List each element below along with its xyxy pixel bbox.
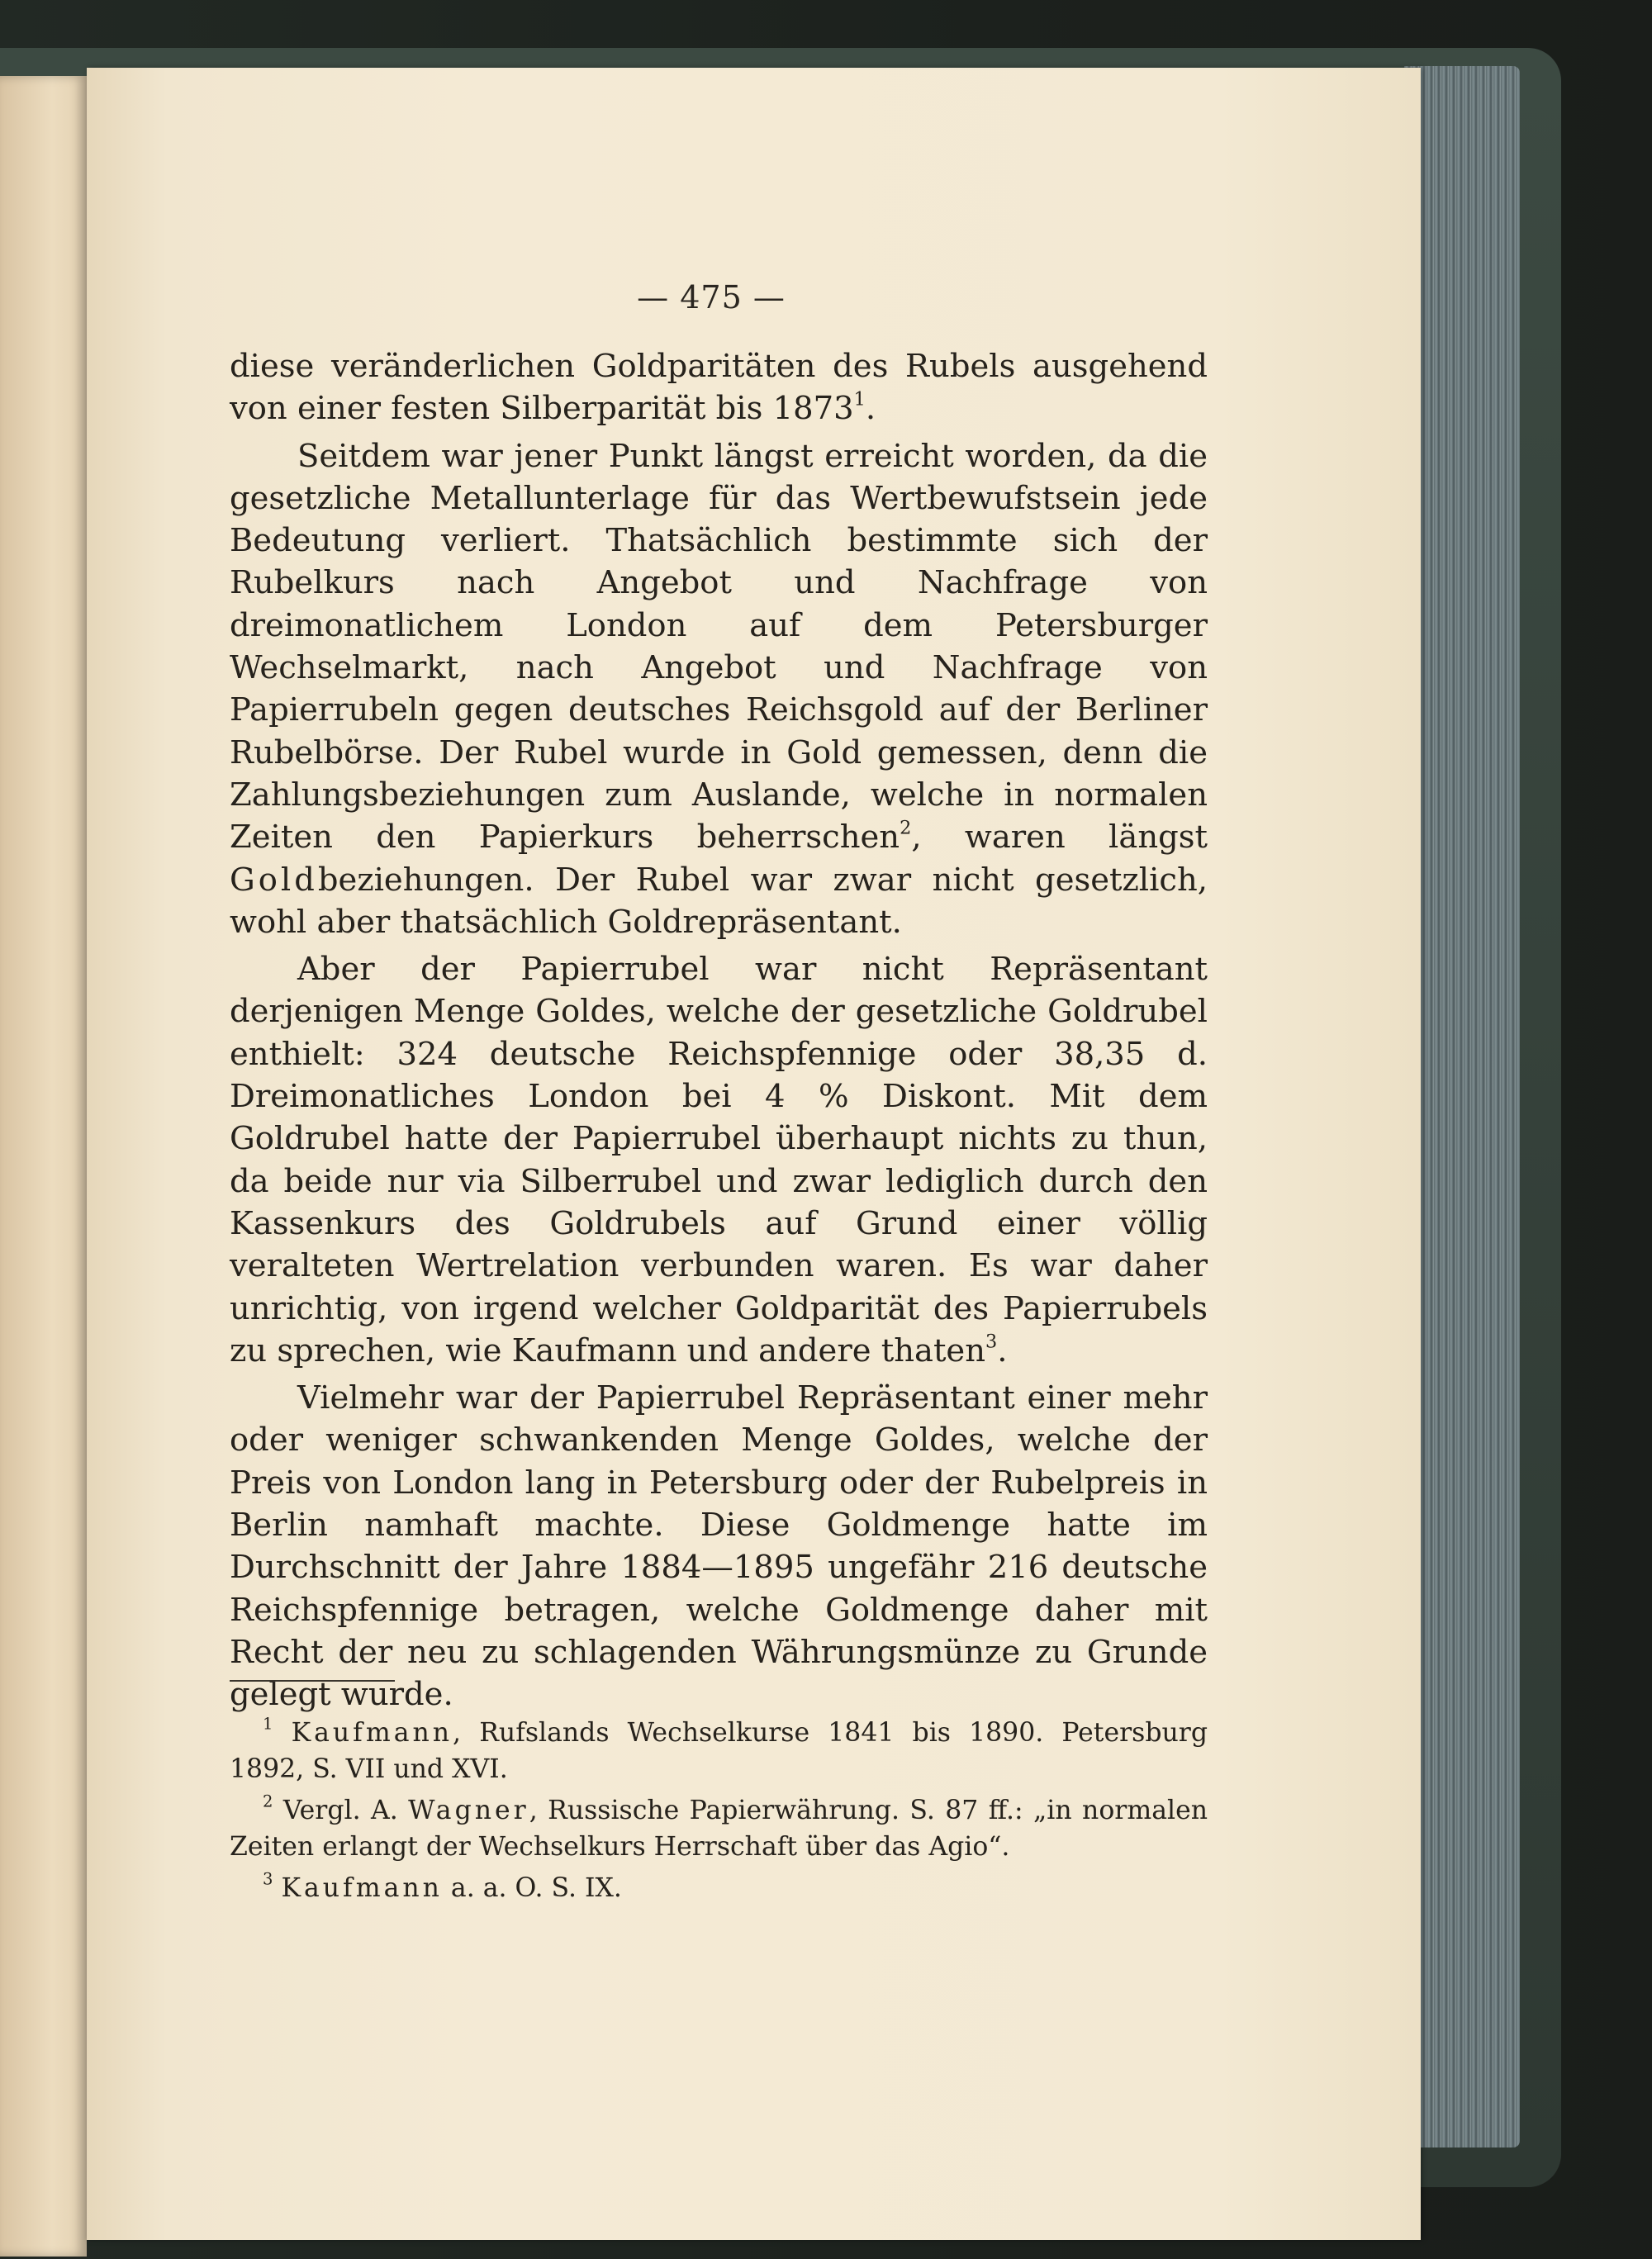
footnote-2-mark: 2: [263, 1792, 273, 1811]
paragraph-3-end: .: [997, 1331, 1008, 1369]
footnote-1: [230, 1715, 1208, 1787]
footnote-2-prefix: Vergl. A.: [282, 1796, 409, 1825]
footnote-3-author: Kaufmann: [281, 1873, 443, 1903]
footnote-ref-1: 1: [853, 388, 866, 411]
paragraph-2-text-b: , waren längst: [911, 819, 1208, 857]
footnote-divider: [230, 1680, 395, 1682]
paragraph-1-text: diese veränderlichen Goldparitäten des Rubels ausgehend von einer festen Silberparität bis 1873: [230, 348, 1208, 428]
paragraph-4: [230, 1377, 1208, 1716]
footnote-ref-2: 2: [900, 817, 912, 839]
left-page-sliver: [0, 76, 87, 2257]
paragraph-3-text: Aber der Papierrubel war nicht Repräsentant derjenigen Menge Goldes, welche der gesetzliche Goldrubel enthielt: 324 deutsche Reichspfennige oder 38,35 d. Dreimonatliches London bei 4 % Diskont. Mit dem Goldrubel hatte der Papierrubel überhaupt nichts zu thun, da beide nur via Silberrubel und zwar lediglich durch den Kassenkurs des Goldrubels auf Grund einer völlig veralteten Wertrelation verbunden waren. Es war daher unrichtig, von irgend welcher Goldparität des Papierrubels zu sprechen, wie Kaufmann und andere thaten: [230, 951, 1208, 1369]
paragraph-2-text-a: Seitdem war jener Punkt längst erreicht worden, da die gesetzliche Metallunterlage für das Wertbewufstsein jede Bedeutung verliert. Thatsächlich bestimmte sich der Rubelkurs nach Angebot und Nachfrage von dreimonatlichem London auf dem Petersburger Wechselmarkt, nach Angebot und Nachfrage von Papierrubeln gegen deutsches Reichsgold auf der Berliner Rubelbörse. Der Rubel wurde in Gold gemessen, denn die Zahlungsbeziehungen zum Auslande, welche in normalen Zeiten den Papierkurs beherrschen: [230, 437, 1208, 857]
paragraph-2-text-c: beziehungen. Der Rubel war zwar nicht gesetzlich, wohl aber thatsächlich Goldrepräsentant.: [230, 861, 1208, 941]
footnote-ref-3: 3: [985, 1331, 998, 1353]
footnote-2: [230, 1792, 1208, 1865]
footnote-2-text: , Russische Papierwährung. S. 87 ff.: „in normalen Zeiten erlangt der Wechselkurs Herrschaft über das Agio“.: [230, 1796, 1208, 1862]
paragraph-3: [230, 948, 1208, 1372]
footnote-1-author: Kaufmann: [291, 1718, 453, 1748]
footnote-1-mark: 1: [263, 1714, 273, 1734]
spaced-emphasis-gold: Gold: [230, 861, 318, 899]
paragraph-1-end: .: [865, 390, 876, 428]
footnote-2-author: Wagner: [408, 1796, 529, 1825]
footnote-1-text: , Rufslands Wechselkurse 1841 bis 1890. Petersburg 1892, S. VII und XVI.: [230, 1718, 1208, 1784]
paragraph-1: [230, 345, 1208, 430]
page-stack-edge: [1404, 66, 1520, 2147]
paragraph-2: [230, 435, 1208, 944]
footnote-3: [230, 1870, 1208, 1906]
body-text: [230, 345, 1208, 1721]
footnote-3-mark: 3: [263, 1869, 273, 1889]
footnotes: [230, 1715, 1208, 1911]
page-number: — 475 —: [637, 279, 786, 316]
footnote-3-text: a. a. O. S. IX.: [442, 1873, 622, 1903]
paragraph-4-text: Vielmehr war der Papierrubel Repräsentant einer mehr oder weniger schwankenden Menge Goldes, welche der Preis von London lang in Petersburg oder der Rubelpreis in Berlin namhaft machte. Diese Goldmenge hatte im Durchschnitt der Jahre 1884—1895 ungefähr 216 deutsche Reichspfennige betragen, welche Goldmenge daher mit Recht der neu zu schlagenden Währungsmünze zu Grunde gelegt wurde.: [230, 1379, 1208, 1714]
